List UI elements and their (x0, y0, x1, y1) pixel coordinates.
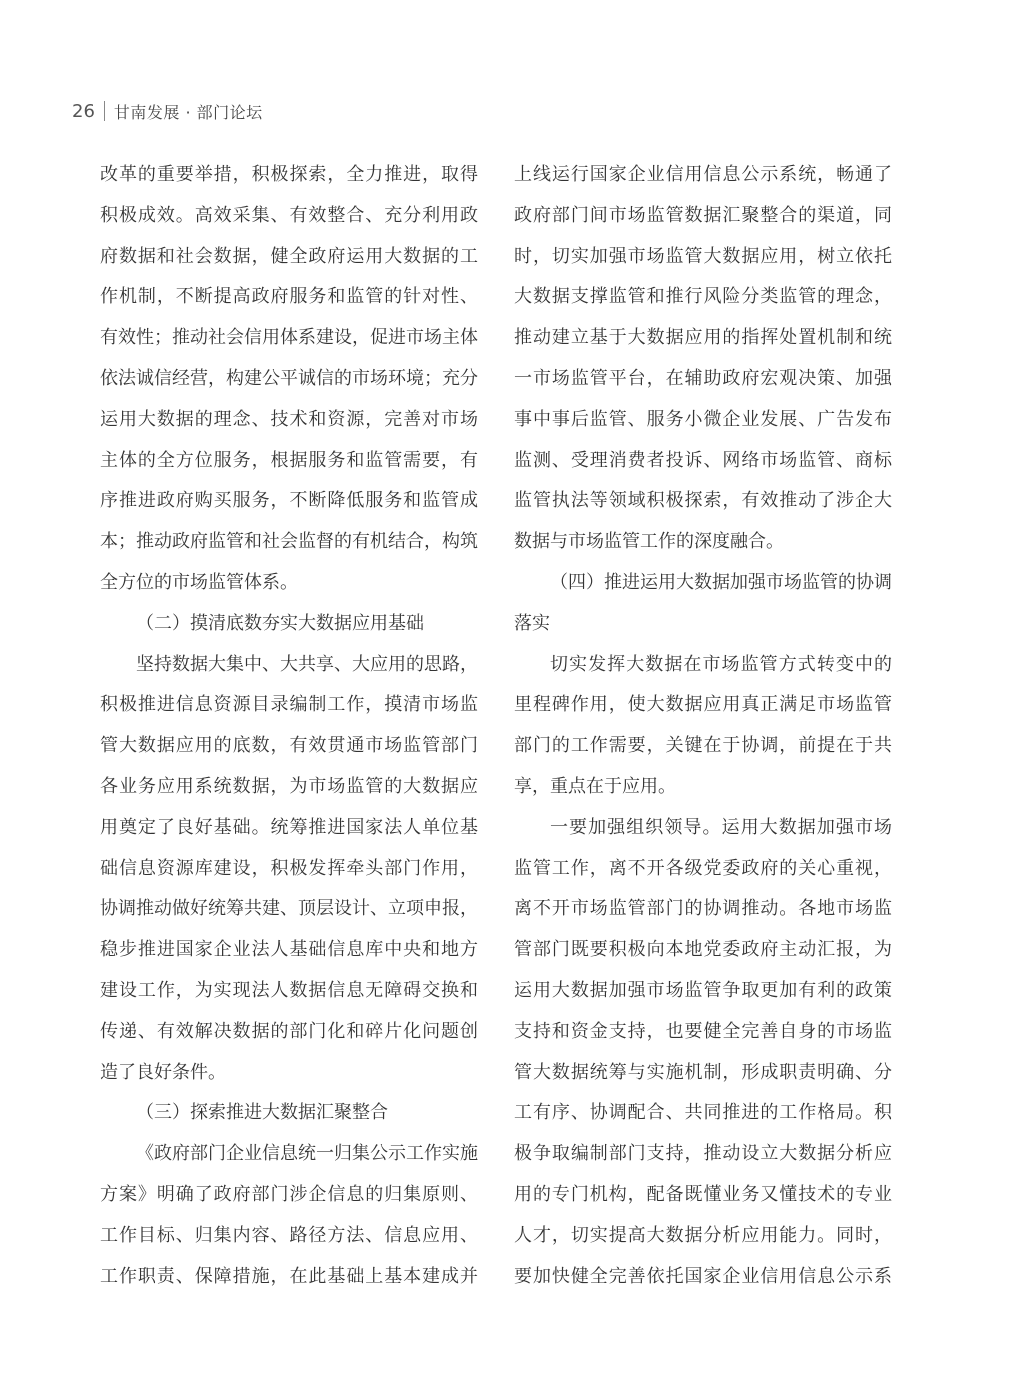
left-column (100, 155, 478, 1305)
body-text-line: 支持和资金支持，也要健全完善自身的市场监 (514, 1020, 892, 1042)
body-text-line: 各业务应用系统数据，为市场监管的大数据应 (100, 775, 478, 797)
body-text-line: 依法诚信经营，构建公平诚信的市场环境；充分 (100, 367, 478, 389)
body-text-line: 用奠定了良好基础。统筹推进国家法人单位基 (100, 816, 478, 838)
body-text-line: 一要加强组织领导。运用大数据加强市场 (550, 816, 892, 838)
body-text-line: 要加快健全完善依托国家企业信用信息公示系 (514, 1265, 892, 1287)
page-number: 26 (72, 100, 95, 122)
running-header (72, 99, 263, 123)
body-text-line: 本；推动政府监管和社会监督的有机结合，构筑 (100, 531, 478, 553)
body-text-line: 作机制，不断提高政府服务和监管的针对性、 (100, 286, 478, 308)
body-text-line: 享，重点在于应用。 (514, 775, 676, 797)
body-text-line: 管大数据统筹与实施机制，形成职责明确、分 (514, 1061, 892, 1083)
section-heading: （三）探索推进大数据汇聚整合 (136, 1102, 388, 1124)
body-text-line: 上线运行国家企业信用信息公示系统，畅通了 (514, 164, 892, 185)
body-text-line: 离不开市场监管部门的协调推动。各地市场监 (514, 898, 892, 920)
body-text-line: 时，切实加强市场监管大数据应用，树立依托 (514, 245, 892, 267)
body-text-line: 切实发挥大数据在市场监管方式转变中的 (550, 653, 892, 675)
body-text-line: 部门的工作需要，关键在于协调，前提在于共 (514, 735, 892, 757)
body-text-line: 运用大数据加强市场监管争取更加有利的政策 (514, 979, 892, 1001)
body-text-line: 推动建立基于大数据应用的指挥处置机制和统 (514, 327, 892, 349)
body-text-line: 有效性；推动社会信用体系建设，促进市场主体 (100, 327, 478, 349)
right-column (514, 155, 892, 1305)
body-text-line: 《政府部门企业信息统一归集公示工作实施 (136, 1143, 478, 1165)
body-text-line: 一市场监管平台，在辅助政府宏观决策、加强 (514, 367, 892, 389)
body-text-line: 方案》明确了政府部门涉企信息的归集原则、 (100, 1183, 478, 1205)
body-text-line: 建设工作，为实现法人数据信息无障碍交换和 (100, 979, 478, 1001)
body-text-line: 事中事后监管、服务小微企业发展、广告发布 (514, 408, 892, 430)
body-text-line: 坚持数据大集中、大共享、大应用的思路， (136, 653, 478, 675)
section-heading: （二）摸清底数夯实大数据应用基础 (136, 612, 424, 634)
body-text-line: 积极推进信息资源目录编制工作，摸清市场监 (100, 694, 478, 716)
body-text-line: 政府部门间市场监管数据汇聚整合的渠道，同 (514, 204, 892, 226)
body-text-line: 工作目标、归集内容、路径方法、信息应用、 (100, 1224, 478, 1246)
body-text-line: 人才，切实提高大数据分析应用能力。同时， (514, 1224, 892, 1246)
body-text-line: 造了良好条件。 (100, 1061, 226, 1083)
body-text-line: 运用大数据的理念、技术和资源，完善对市场 (100, 408, 478, 430)
body-text-line: 监测、受理消费者投诉、网络市场监管、商标 (514, 449, 892, 471)
header-divider (104, 101, 105, 121)
section-heading: （四）推进运用大数据加强市场监管的协调 (550, 571, 892, 593)
body-text-line: 管大数据应用的底数，有效贯通市场监管部门 (100, 735, 478, 757)
body-text-line: 里程碑作用，使大数据应用真正满足市场监管 (514, 694, 892, 716)
body-text-line: 府数据和社会数据，健全政府运用大数据的工 (100, 245, 478, 267)
body-text-line: 极争取编制部门支持，推动设立大数据分析应 (514, 1143, 892, 1165)
body-text-line: 主体的全方位服务，根据服务和监管需要，有 (100, 449, 478, 471)
section-title: 甘南发展 · 部门论坛 (113, 102, 263, 122)
body-text-line: 大数据支撑监管和推行风险分类监管的理念， (514, 286, 892, 308)
body-text-line: 全方位的市场监管体系。 (100, 571, 298, 593)
body-text-line: 工有序、协调配合、共同推进的工作格局。积 (514, 1102, 892, 1124)
body-text-line: 传递、有效解决数据的部门化和碎片化问题创 (100, 1020, 478, 1042)
body-text-line: 协调推动做好统筹共建、顶层设计、立项申报， (100, 898, 478, 920)
body-text-line: 积极成效。高效采集、有效整合、充分利用政 (100, 204, 478, 226)
body-text-line: 工作职责、保障措施，在此基础上基本建成并 (100, 1265, 478, 1287)
body-text-line: 监管工作，离不开各级党委政府的关心重视， (514, 857, 892, 879)
body-text-line: 用的专门机构，配备既懂业务又懂技术的专业 (514, 1183, 892, 1205)
body-text-line: 础信息资源库建设，积极发挥牵头部门作用， (100, 857, 478, 879)
body-text-line: 改革的重要举措，积极探索，全力推进，取得 (100, 164, 478, 185)
body-text-line: 数据与市场监管工作的深度融合。 (514, 531, 784, 553)
body-text-line: 稳步推进国家企业法人基础信息库中央和地方 (100, 939, 478, 961)
body-text-line: 管部门既要积极向本地党委政府主动汇报，为 (514, 939, 892, 961)
body-text-line: 序推进政府购买服务，不断降低服务和监管成 (100, 490, 478, 512)
section-heading: 落实 (514, 612, 550, 634)
body-text-line: 监管执法等领域积极探索，有效推动了涉企大 (514, 490, 892, 512)
